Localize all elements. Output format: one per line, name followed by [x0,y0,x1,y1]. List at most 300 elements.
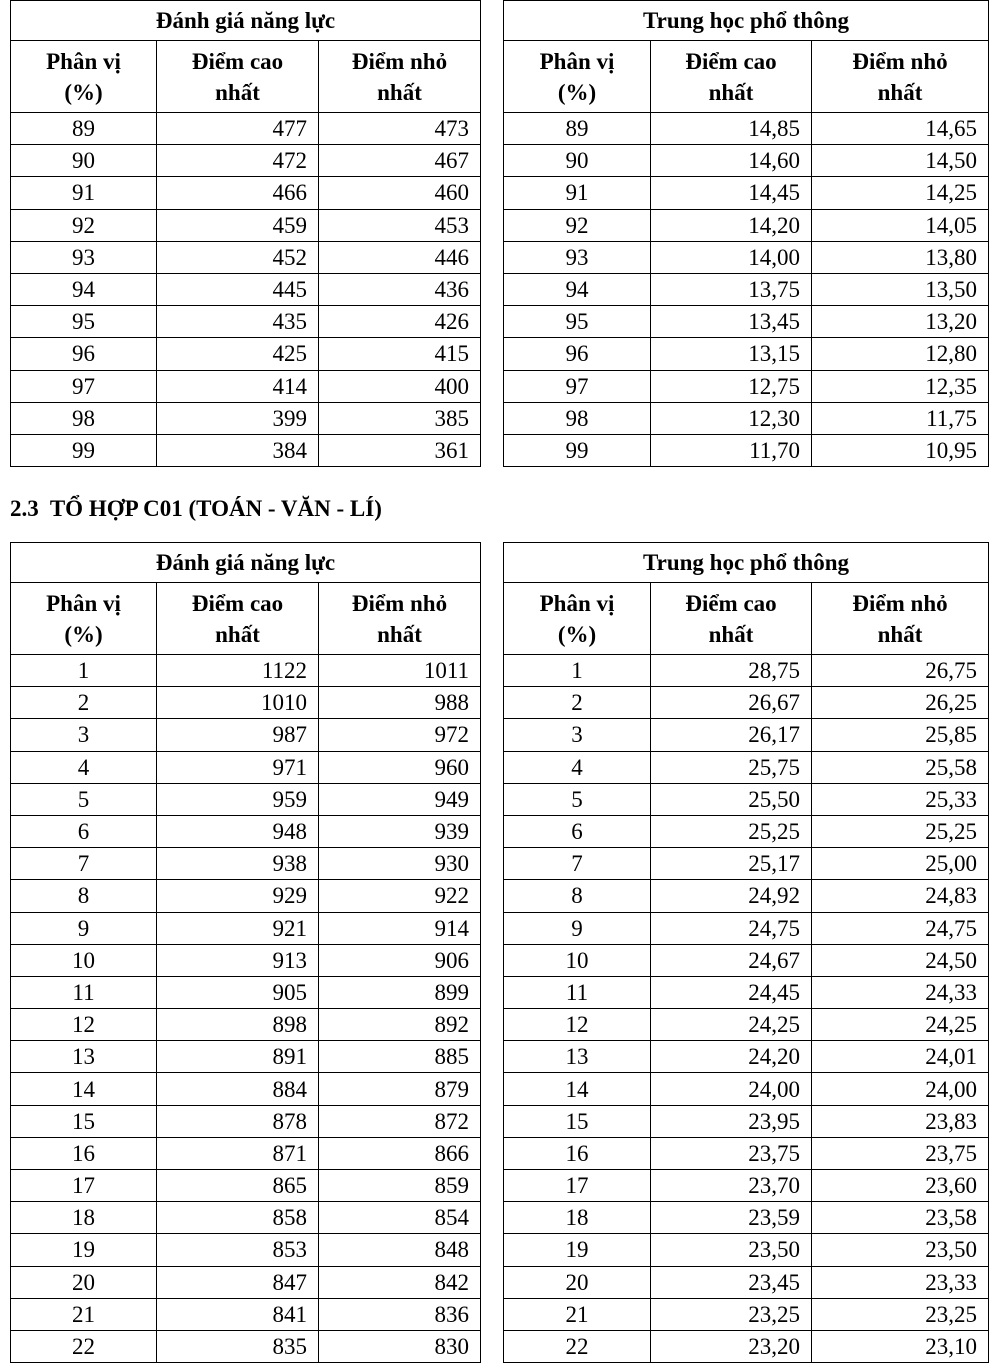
header-line: nhất [377,621,422,647]
table-row [11,1202,481,1234]
table-header-row [504,41,989,113]
header-phan-vi [11,41,157,113]
cell-diem-cao-nhat: 25,50 [651,783,812,815]
table-title: Trung học phổ thông [504,1,989,41]
cell-diem-nho-nhat: 25,58 [812,751,989,783]
cell-diem-cao-nhat: 871 [157,1137,319,1169]
cell-diem-nho-nhat: 26,75 [812,655,989,687]
table-title: Đánh giá năng lực [11,543,481,583]
cell-diem-nho-nhat: 13,20 [812,306,989,338]
table-row [504,1330,989,1362]
cell-diem-cao-nhat: 26,67 [651,687,812,719]
cell-phan-vi: 95 [11,306,157,338]
table-row [504,434,989,466]
cell-diem-nho-nhat: 836 [319,1298,481,1330]
header-line: Điểm nhỏ [351,590,448,616]
cell-diem-nho-nhat: 939 [319,815,481,847]
table-row [11,177,481,209]
cell-phan-vi: 90 [11,145,157,177]
cell-diem-cao-nhat: 23,20 [651,1330,812,1362]
cell-phan-vi: 97 [11,370,157,402]
cell-diem-nho-nhat: 426 [319,306,481,338]
cell-diem-nho-nhat: 473 [319,113,481,145]
cell-diem-cao-nhat: 913 [157,944,319,976]
cell-phan-vi: 15 [504,1105,651,1137]
cell-diem-nho-nhat: 25,33 [812,783,989,815]
table-row [11,1105,481,1137]
cell-phan-vi: 2 [11,687,157,719]
cell-diem-nho-nhat: 14,50 [812,145,989,177]
header-line: Phân vị [539,48,615,74]
cell-diem-nho-nhat: 400 [319,370,481,402]
cell-diem-cao-nhat: 921 [157,912,319,944]
table-row [11,783,481,815]
cell-diem-cao-nhat: 14,45 [651,177,812,209]
cell-diem-cao-nhat: 452 [157,241,319,273]
cell-diem-cao-nhat: 23,25 [651,1298,812,1330]
table-row [11,944,481,976]
table-row [11,687,481,719]
header-phan-vi [504,41,651,113]
table-row [11,1298,481,1330]
cell-diem-cao-nhat: 12,30 [651,402,812,434]
table-row [504,241,989,273]
cell-diem-nho-nhat: 872 [319,1105,481,1137]
table-row [504,815,989,847]
cell-diem-nho-nhat: 930 [319,848,481,880]
cell-diem-nho-nhat: 460 [319,177,481,209]
table-row [504,1234,989,1266]
cell-diem-cao-nhat: 23,70 [651,1170,812,1202]
table-row [11,306,481,338]
cell-diem-nho-nhat: 906 [319,944,481,976]
cell-phan-vi: 12 [11,1009,157,1041]
cell-diem-cao-nhat: 12,75 [651,370,812,402]
cell-diem-nho-nhat: 23,33 [812,1266,989,1298]
table-row [504,912,989,944]
cell-phan-vi: 22 [504,1330,651,1362]
cell-phan-vi: 91 [504,177,651,209]
cell-diem-nho-nhat: 415 [319,338,481,370]
cell-diem-cao-nhat: 25,17 [651,848,812,880]
cell-diem-nho-nhat: 842 [319,1266,481,1298]
cell-diem-cao-nhat: 891 [157,1041,319,1073]
header-diem-cao-nhat [651,41,812,113]
header-diem-nho-nhat [812,41,989,113]
cell-diem-nho-nhat: 25,85 [812,719,989,751]
cell-diem-cao-nhat: 878 [157,1105,319,1137]
cell-diem-nho-nhat: 24,50 [812,944,989,976]
header-phan-vi [504,583,651,655]
header-line: Điểm nhỏ [852,590,948,616]
cell-diem-cao-nhat: 24,67 [651,944,812,976]
cell-phan-vi: 13 [11,1041,157,1073]
cell-phan-vi: 96 [504,338,651,370]
cell-diem-nho-nhat: 14,25 [812,177,989,209]
table-row [11,912,481,944]
cell-phan-vi: 93 [504,241,651,273]
cell-diem-nho-nhat: 14,05 [812,209,989,241]
header-line: Phân vị [46,48,121,74]
table-row [504,1105,989,1137]
cell-phan-vi: 17 [11,1170,157,1202]
header-line: nhất [215,621,260,647]
table-row [11,880,481,912]
header-line: nhất [708,79,754,105]
header-diem-nho-nhat [319,41,481,113]
table-row [504,1298,989,1330]
header-line: Phân vị [46,590,121,616]
header-line: nhất [377,79,422,105]
cell-diem-nho-nhat: 830 [319,1330,481,1362]
table-row [504,880,989,912]
table-1-trung-hoc-pho-thong [503,0,989,467]
table-header-row [11,583,481,655]
header-line: (%) [64,621,103,647]
table-row [504,1137,989,1169]
section-heading: 2.3 TỔ HỢP C01 (TOÁN - VĂN - LÍ) [10,496,382,521]
header-diem-cao-nhat [157,41,319,113]
cell-phan-vi: 20 [504,1266,651,1298]
cell-phan-vi: 18 [504,1202,651,1234]
table-row [11,1234,481,1266]
cell-diem-nho-nhat: 14,65 [812,113,989,145]
header-line: Điểm cao [685,48,777,74]
header-line: nhất [215,79,260,105]
table-row [504,338,989,370]
table-header-row [504,583,989,655]
cell-phan-vi: 4 [11,751,157,783]
table-2-danh-gia-nang-luc [10,542,481,1363]
cell-phan-vi: 92 [11,209,157,241]
cell-phan-vi: 6 [11,815,157,847]
table-title: Đánh giá năng lực [11,1,481,41]
cell-diem-cao-nhat: 884 [157,1073,319,1105]
table-row [11,145,481,177]
header-line: Điểm cao [191,48,284,74]
cell-diem-cao-nhat: 1122 [157,655,319,687]
cell-phan-vi: 90 [504,145,651,177]
cell-diem-nho-nhat: 24,01 [812,1041,989,1073]
table-row [11,1170,481,1202]
cell-diem-nho-nhat: 13,50 [812,273,989,305]
table-row [504,1073,989,1105]
table-row [11,370,481,402]
table-row [504,113,989,145]
cell-phan-vi: 9 [11,912,157,944]
cell-diem-cao-nhat: 28,75 [651,655,812,687]
table-row [504,402,989,434]
cell-phan-vi: 7 [11,848,157,880]
table-row [11,976,481,1008]
cell-phan-vi: 22 [11,1330,157,1362]
header-phan-vi [11,583,157,655]
table-row [504,848,989,880]
table-row [504,370,989,402]
table-row [504,1009,989,1041]
table-title: Trung học phổ thông [504,543,989,583]
cell-diem-cao-nhat: 865 [157,1170,319,1202]
cell-diem-cao-nhat: 459 [157,209,319,241]
cell-phan-vi: 15 [11,1105,157,1137]
cell-diem-cao-nhat: 1010 [157,687,319,719]
cell-phan-vi: 19 [11,1234,157,1266]
cell-diem-cao-nhat: 13,15 [651,338,812,370]
table-row [504,751,989,783]
cell-diem-nho-nhat: 23,50 [812,1234,989,1266]
table-row [504,783,989,815]
cell-diem-nho-nhat: 385 [319,402,481,434]
table-row [11,402,481,434]
table-row [11,655,481,687]
cell-diem-nho-nhat: 24,83 [812,880,989,912]
table-row [504,209,989,241]
cell-diem-nho-nhat: 12,80 [812,338,989,370]
header-line: (%) [557,79,597,105]
cell-diem-nho-nhat: 11,75 [812,402,989,434]
header-diem-cao-nhat [651,583,812,655]
cell-diem-cao-nhat: 23,95 [651,1105,812,1137]
cell-diem-nho-nhat: 23,83 [812,1105,989,1137]
header-line: Điểm nhỏ [351,48,448,74]
cell-phan-vi: 21 [504,1298,651,1330]
cell-diem-cao-nhat: 987 [157,719,319,751]
table-row [504,306,989,338]
table-row [504,944,989,976]
table-2-trung-hoc-pho-thong [503,542,989,1363]
cell-diem-cao-nhat: 11,70 [651,434,812,466]
cell-diem-cao-nhat: 23,75 [651,1137,812,1169]
table-row [504,976,989,1008]
cell-phan-vi: 12 [504,1009,651,1041]
cell-phan-vi: 5 [11,783,157,815]
cell-diem-nho-nhat: 25,00 [812,848,989,880]
cell-diem-cao-nhat: 24,92 [651,880,812,912]
cell-diem-nho-nhat: 13,80 [812,241,989,273]
cell-diem-nho-nhat: 848 [319,1234,481,1266]
table-row [11,273,481,305]
cell-diem-nho-nhat: 23,10 [812,1330,989,1362]
table-row [11,1041,481,1073]
table-row [11,338,481,370]
cell-diem-nho-nhat: 23,60 [812,1170,989,1202]
cell-diem-cao-nhat: 938 [157,848,319,880]
cell-phan-vi: 5 [504,783,651,815]
header-line: Phân vị [539,590,615,616]
header-line: nhất [877,79,923,105]
cell-diem-cao-nhat: 959 [157,783,319,815]
cell-diem-cao-nhat: 14,85 [651,113,812,145]
cell-diem-cao-nhat: 445 [157,273,319,305]
table-row [504,655,989,687]
cell-diem-nho-nhat: 854 [319,1202,481,1234]
cell-phan-vi: 3 [11,719,157,751]
header-line: nhất [708,621,754,647]
cell-phan-vi: 94 [11,273,157,305]
cell-phan-vi: 1 [504,655,651,687]
cell-diem-nho-nhat: 949 [319,783,481,815]
cell-phan-vi: 94 [504,273,651,305]
cell-diem-cao-nhat: 13,75 [651,273,812,305]
cell-phan-vi: 13 [504,1041,651,1073]
cell-diem-cao-nhat: 25,25 [651,815,812,847]
cell-phan-vi: 19 [504,1234,651,1266]
cell-phan-vi: 3 [504,719,651,751]
table-row [11,719,481,751]
cell-diem-nho-nhat: 23,58 [812,1202,989,1234]
cell-diem-cao-nhat: 898 [157,1009,319,1041]
table-row [11,848,481,880]
header-diem-nho-nhat [319,583,481,655]
cell-diem-cao-nhat: 23,45 [651,1266,812,1298]
table-row [11,434,481,466]
cell-diem-nho-nhat: 24,33 [812,976,989,1008]
cell-diem-cao-nhat: 472 [157,145,319,177]
cell-phan-vi: 8 [11,880,157,912]
cell-phan-vi: 16 [504,1137,651,1169]
header-line: (%) [64,79,103,105]
cell-phan-vi: 4 [504,751,651,783]
cell-phan-vi: 14 [504,1073,651,1105]
cell-diem-nho-nhat: 453 [319,209,481,241]
table-row [11,751,481,783]
header-line: Điểm nhỏ [852,48,948,74]
cell-phan-vi: 9 [504,912,651,944]
cell-phan-vi: 1 [11,655,157,687]
cell-diem-cao-nhat: 905 [157,976,319,1008]
cell-diem-nho-nhat: 922 [319,880,481,912]
cell-phan-vi: 7 [504,848,651,880]
cell-diem-cao-nhat: 466 [157,177,319,209]
cell-phan-vi: 91 [11,177,157,209]
cell-phan-vi: 14 [11,1073,157,1105]
cell-diem-cao-nhat: 25,75 [651,751,812,783]
cell-diem-cao-nhat: 26,17 [651,719,812,751]
cell-diem-cao-nhat: 835 [157,1330,319,1362]
cell-phan-vi: 93 [11,241,157,273]
cell-phan-vi: 10 [11,944,157,976]
cell-phan-vi: 16 [11,1137,157,1169]
header-line: Điểm cao [191,590,284,616]
cell-diem-nho-nhat: 988 [319,687,481,719]
cell-diem-cao-nhat: 414 [157,370,319,402]
table-title-row [504,543,989,583]
cell-diem-nho-nhat: 879 [319,1073,481,1105]
cell-diem-cao-nhat: 847 [157,1266,319,1298]
table-row [11,1009,481,1041]
cell-diem-cao-nhat: 399 [157,402,319,434]
cell-diem-cao-nhat: 477 [157,113,319,145]
cell-phan-vi: 98 [504,402,651,434]
cell-phan-vi: 89 [11,113,157,145]
cell-diem-cao-nhat: 14,00 [651,241,812,273]
cell-diem-cao-nhat: 948 [157,815,319,847]
cell-diem-cao-nhat: 24,00 [651,1073,812,1105]
cell-diem-cao-nhat: 435 [157,306,319,338]
cell-phan-vi: 89 [504,113,651,145]
cell-diem-nho-nhat: 361 [319,434,481,466]
table-1-danh-gia-nang-luc [10,0,481,467]
header-diem-cao-nhat [157,583,319,655]
table-title-row [11,543,481,583]
table-row [504,1202,989,1234]
cell-diem-cao-nhat: 24,75 [651,912,812,944]
cell-diem-cao-nhat: 929 [157,880,319,912]
cell-diem-nho-nhat: 23,75 [812,1137,989,1169]
table-row [11,815,481,847]
table-row [11,113,481,145]
table-row [11,1137,481,1169]
cell-diem-nho-nhat: 26,25 [812,687,989,719]
cell-diem-cao-nhat: 384 [157,434,319,466]
cell-diem-cao-nhat: 14,60 [651,145,812,177]
cell-diem-cao-nhat: 24,45 [651,976,812,1008]
cell-diem-nho-nhat: 23,25 [812,1298,989,1330]
header-diem-nho-nhat [812,583,989,655]
cell-diem-nho-nhat: 24,00 [812,1073,989,1105]
cell-diem-nho-nhat: 10,95 [812,434,989,466]
cell-phan-vi: 18 [11,1202,157,1234]
cell-phan-vi: 99 [504,434,651,466]
cell-phan-vi: 17 [504,1170,651,1202]
table-row [504,1170,989,1202]
cell-diem-cao-nhat: 971 [157,751,319,783]
cell-phan-vi: 95 [504,306,651,338]
table-row [11,1266,481,1298]
cell-phan-vi: 97 [504,370,651,402]
table-row [504,145,989,177]
cell-diem-nho-nhat: 972 [319,719,481,751]
header-line: (%) [557,621,597,647]
cell-diem-nho-nhat: 892 [319,1009,481,1041]
cell-phan-vi: 99 [11,434,157,466]
cell-phan-vi: 6 [504,815,651,847]
cell-phan-vi: 11 [504,976,651,1008]
cell-diem-nho-nhat: 899 [319,976,481,1008]
cell-phan-vi: 10 [504,944,651,976]
cell-diem-cao-nhat: 858 [157,1202,319,1234]
cell-phan-vi: 92 [504,209,651,241]
cell-diem-cao-nhat: 841 [157,1298,319,1330]
cell-diem-cao-nhat: 23,50 [651,1234,812,1266]
cell-diem-cao-nhat: 23,59 [651,1202,812,1234]
cell-phan-vi: 11 [11,976,157,1008]
cell-diem-nho-nhat: 885 [319,1041,481,1073]
cell-phan-vi: 20 [11,1266,157,1298]
cell-phan-vi: 2 [504,687,651,719]
table-row [504,1041,989,1073]
cell-diem-cao-nhat: 24,25 [651,1009,812,1041]
cell-diem-cao-nhat: 13,45 [651,306,812,338]
cell-phan-vi: 8 [504,880,651,912]
cell-diem-nho-nhat: 859 [319,1170,481,1202]
header-line: nhất [877,621,923,647]
cell-diem-nho-nhat: 446 [319,241,481,273]
cell-diem-nho-nhat: 25,25 [812,815,989,847]
cell-diem-cao-nhat: 14,20 [651,209,812,241]
cell-diem-nho-nhat: 960 [319,751,481,783]
cell-diem-nho-nhat: 24,75 [812,912,989,944]
table-row [11,209,481,241]
header-line: Điểm cao [685,590,777,616]
table-row [11,1073,481,1105]
table-title-row [11,1,481,41]
cell-diem-cao-nhat: 853 [157,1234,319,1266]
cell-diem-nho-nhat: 866 [319,1137,481,1169]
cell-diem-nho-nhat: 436 [319,273,481,305]
cell-diem-nho-nhat: 12,35 [812,370,989,402]
cell-diem-nho-nhat: 914 [319,912,481,944]
